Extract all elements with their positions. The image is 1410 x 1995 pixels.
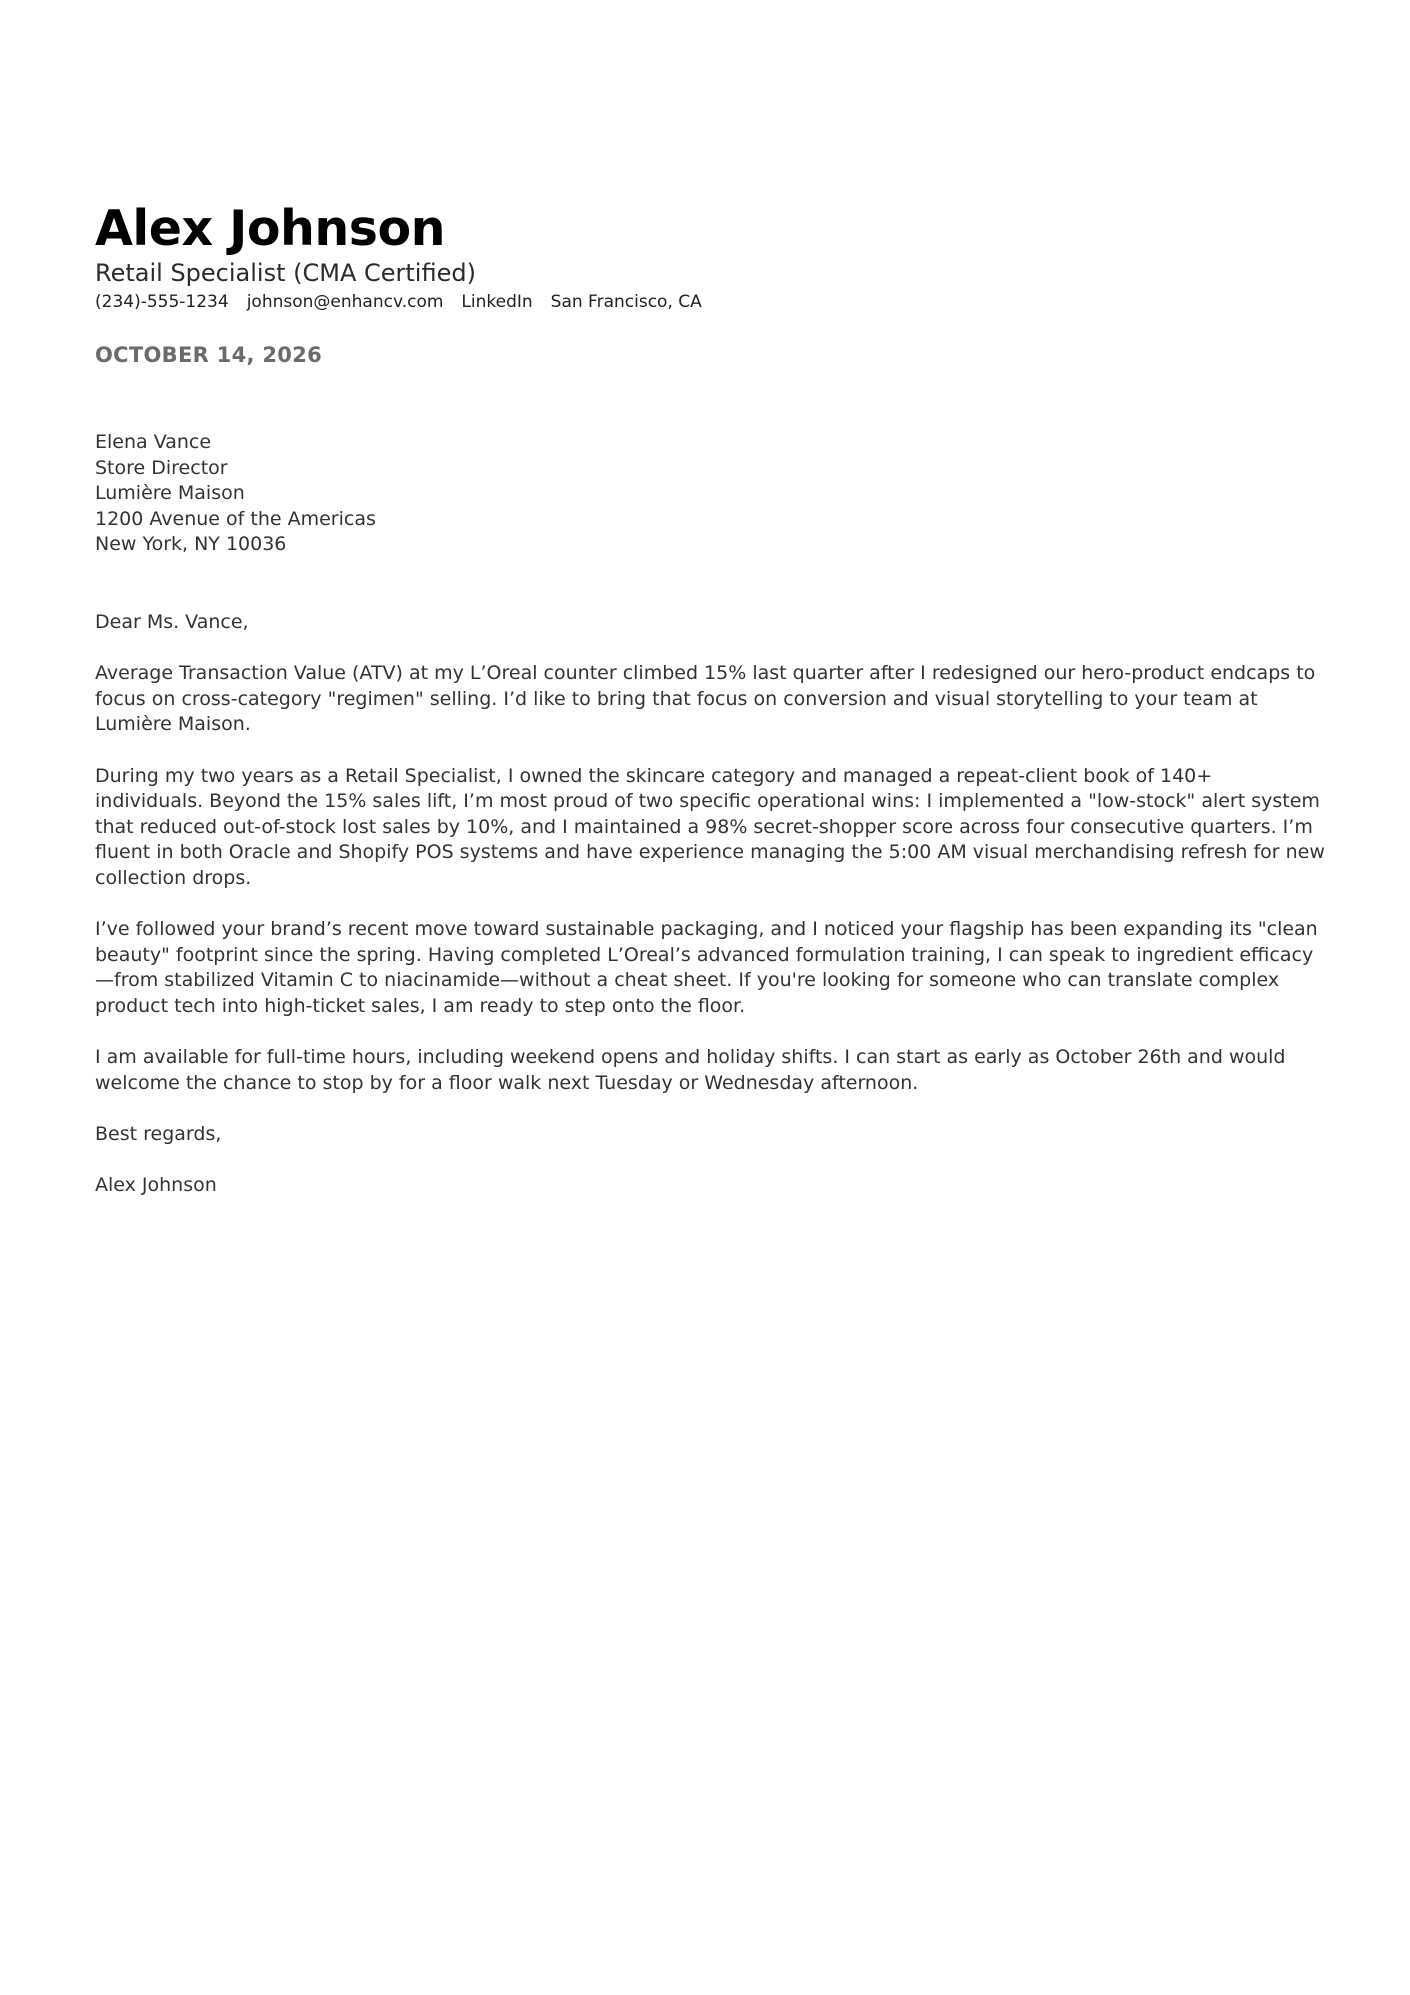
recipient-name: Elena Vance	[95, 431, 212, 453]
signature: Alex Johnson	[95, 1174, 217, 1197]
recipient-role: Store Director	[95, 456, 228, 479]
letter-body	[95, 610, 1325, 1199]
body-paragraph: I’ve followed your brand’s recent move toward sustainable packaging, and I noticed your flagship has been expanding its "clean beauty" footprint since the spring. Having completed L’Oreal’s advanced formulation training, I can speak to ingredient efficacy—from stabilized Vitamin C to niacinamide—without a cheat sheet. If you're looking for someone who can translate complex product tech into high-ticket sales, I am ready to step onto the floor.	[95, 918, 1318, 1017]
body-paragraph: I am available for full-time hours, including weekend opens and holiday shifts. I can start as early as October 26th and would welcome the chance to stop by for a floor walk next Tuesday or Wednesday afternoon.	[95, 1046, 1286, 1094]
recipient-city: New York, NY 10036	[95, 533, 287, 556]
recipient-block	[95, 430, 1325, 558]
closing: Best regards,	[95, 1122, 222, 1145]
cover-letter-page	[95, 200, 1325, 1224]
email-link[interactable]: johnson@enhancv.com	[246, 292, 444, 312]
body-paragraph: Average Transaction Value (ATV) at my L’Oreal counter climbed 15% last quarter after I redesigned our hero-product endcaps to focus on cross-category "regimen" selling. I’d like to bring that focus on conversion and visual storytelling to your team at Lumière Maison.	[95, 662, 1316, 736]
recipient-company: Lumière Maison	[95, 482, 245, 505]
contact-info	[95, 290, 1325, 314]
applicant-title: Retail Specialist (CMA Certified)	[95, 259, 476, 287]
recipient-street: 1200 Avenue of the Americas	[95, 507, 376, 530]
body-paragraph: During my two years as a Retail Specialist, I owned the skincare category and managed a repeat-client book of 140+ individuals. Beyond the 15% sales lift, I’m most proud of two specific operational wins: I implemented a "low-stock" alert system that reduced out-of-stock lost sales by 10%, and I maintained a 98% secret-shopper score across four consecutive quarters. I’m fluent in both Oracle and Shopify POS systems and have experience managing the 5:00 AM visual merchandising refresh for new collection drops.	[95, 764, 1325, 889]
location: San Francisco, CA	[550, 292, 702, 312]
greeting: Dear Ms. Vance,	[95, 610, 249, 633]
letter-header	[95, 200, 1325, 314]
applicant-name: Alex Johnson	[95, 200, 445, 257]
linkedin-link[interactable]: LinkedIn	[461, 292, 533, 312]
phone-number: (234)-555-1234	[95, 292, 229, 312]
letter-date: OCTOBER 14, 2026	[95, 343, 323, 367]
